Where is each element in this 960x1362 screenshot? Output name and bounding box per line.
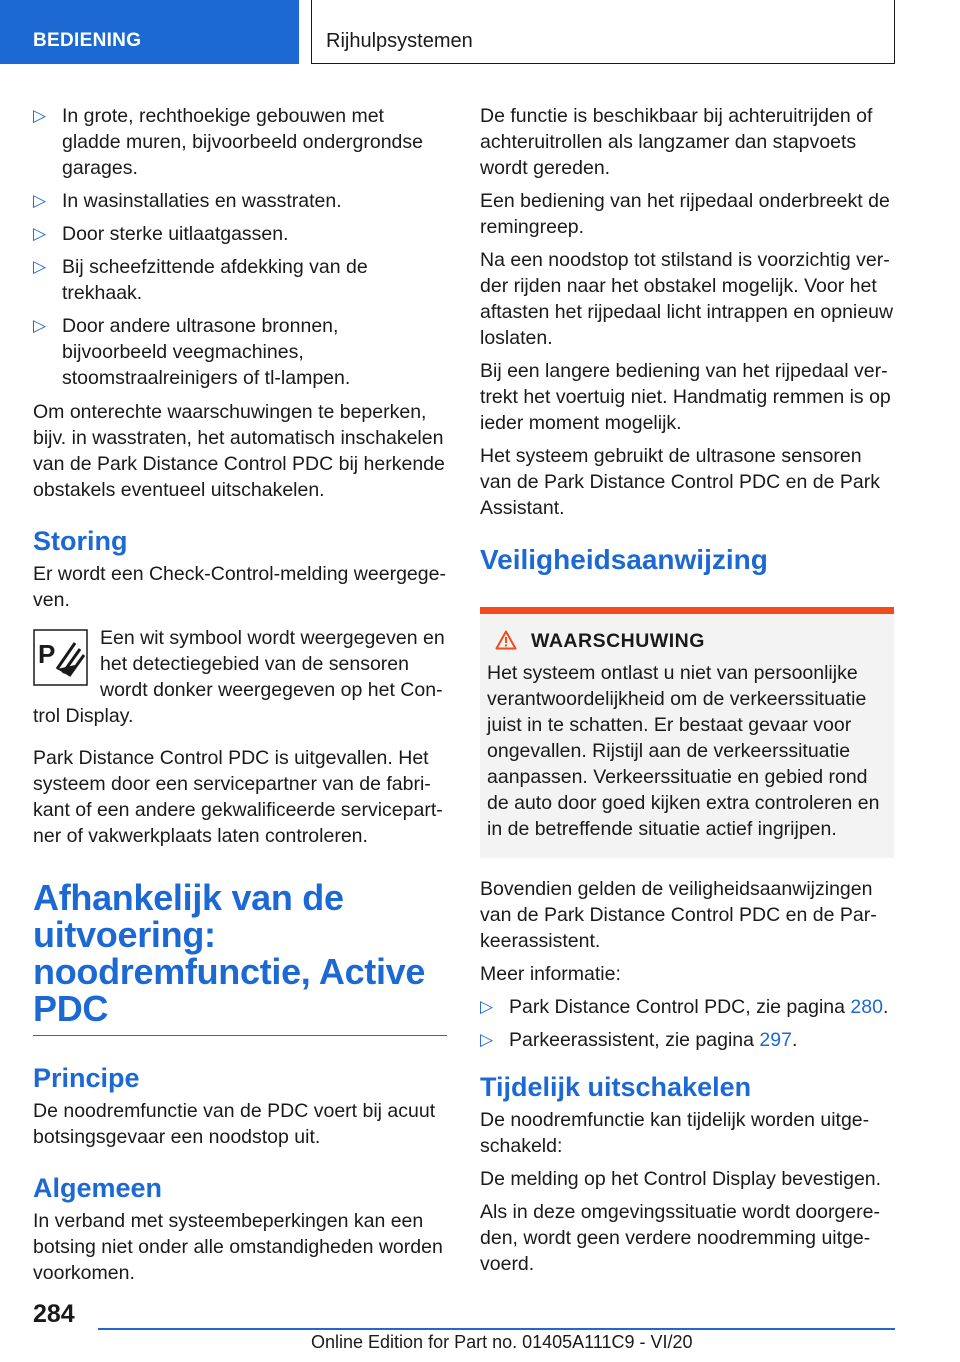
paragraph: Er wordt een Check-Control-melding weergegeven. <box>33 563 446 611</box>
page-link[interactable]: 280 <box>850 996 883 1018</box>
heading-storing: Storing <box>33 526 128 556</box>
right-column <box>480 103 894 1284</box>
triangle-right-icon: ▷ <box>33 257 47 276</box>
left-column <box>33 103 447 1293</box>
paragraph: De functie is beschikbaar bij achteruitrijden of achteruitrollen als langzamer dan stapvoets wordt gereden. <box>480 105 873 179</box>
paragraph: Om onterechte waarschuwingen te beperken, bijv. in wasstraten, het automatisch inschakelen van de Park Distance Control PDC bij herkende obstakels eventueel uitschakelen. <box>33 401 445 501</box>
bullet-list <box>33 103 447 391</box>
heading-noodremfunctie: Afhankelijk van de uitvoering: noodremfunctie, Active PDC <box>33 879 447 1036</box>
warning-box <box>480 614 894 858</box>
paragraph: Als in deze omgevingssituatie wordt doorgereden, wordt geen verdere noodremming uitgevoerd. <box>480 1201 880 1275</box>
heading-veiligheid: Veiligheidsaanwijzing <box>480 544 768 575</box>
heading-principe: Principe <box>33 1063 140 1093</box>
warning-triangle-icon <box>495 630 517 650</box>
paragraph: Park Distance Control PDC is uitgevallen. Het systeem door een servicepartner van de fabrikant of een andere gekwalificeerde servicepartner of vakwerkplaats laten controleren. <box>33 747 443 847</box>
paragraph: Een bediening van het rijpedaal onderbreekt de remingreep. <box>480 190 890 238</box>
page-number: 284 <box>33 1300 75 1328</box>
warning-title: WAARSCHUWING <box>487 628 886 654</box>
reference-list <box>480 994 894 1053</box>
warning-text: Het systeem ontlast u niet van persoonlijke verantwoordelijkheid om de verkeerssituatie juist in te schatten. Er bestaat gevaar voor ongevallen. Rijstijl aan de verkeerssituatie aanpassen. Verkeerssituatie en gebied rond de auto door goed kijken extra controleren en in de betreffende situatie actief ingrijpen. <box>487 662 880 840</box>
list-item: ▷ Park Distance Control PDC, zie pagina 280. <box>480 996 889 1018</box>
paragraph: Bij een langere bediening van het rijpedaal vertrekt het voertuig niet. Handmatig remmen is op ieder moment mogelijk. <box>480 360 891 434</box>
list-item: ▷ Parkeerassistent, zie pagina 297. <box>480 1029 798 1051</box>
header-section <box>0 0 299 64</box>
paragraph: De noodremfunctie van de PDC voert bij acuut botsingsgevaar een noodstop uit. <box>33 1100 436 1148</box>
chapter-title: Rijhulpsystemen <box>326 30 473 52</box>
list-item: ▷ Door andere ultrasone bronnen, bijvoorbeeld veegmachines, stoomstraalreinigers of tl-lampen. <box>33 315 351 389</box>
page-link[interactable]: 297 <box>759 1029 792 1051</box>
pdc-sensor-icon <box>33 629 88 686</box>
paragraph: Bovendien gelden de veiligheidsaanwijzingen van de Park Distance Control PDC en de Parkeerassistent. <box>480 878 877 952</box>
section-title: BEDIENING <box>33 30 142 51</box>
paragraph: Het systeem gebruikt de ultrasone sensoren van de Park Distance Control PDC en de Park Assistant. <box>480 445 880 519</box>
list-item: ▷ In wasinstallaties en wasstraten. <box>33 190 342 212</box>
symbol-description: Een wit symbool wordt weergegeven en het detectiegebied van de sensoren wordt donker weergegeven op het Control Display. <box>33 627 445 727</box>
triangle-right-icon: ▷ <box>33 191 47 210</box>
list-item: ▷ Door sterke uitlaatgassen. <box>33 223 289 245</box>
header-chapter <box>311 0 895 64</box>
heading-algemeen: Algemeen <box>33 1173 163 1203</box>
footer-edition: Online Edition for Part no. 01405A111C9 - VI/20 <box>311 1332 693 1352</box>
paragraph: Na een noodstop tot stilstand is voorzichtig verder rijden naar het obstakel mogelijk. Voor het aftasten het rijpedaal licht intrappen en opnieuw loslaten. <box>480 249 894 349</box>
paragraph: De noodremfunctie kan tijdelijk worden uitgeschakeld: <box>480 1109 870 1157</box>
paragraph: De melding op het Control Display bevestigen. <box>480 1168 882 1190</box>
triangle-right-icon: ▷ <box>33 224 47 243</box>
list-item: ▷ Bij scheefzittende afdekking van de trekhaak. <box>33 256 368 304</box>
warning-bar <box>480 607 894 614</box>
paragraph: In verband met systeembeperkingen kan een botsing niet onder alle omstandigheden worden voorkomen. <box>33 1210 443 1284</box>
triangle-right-icon: ▷ <box>33 316 47 335</box>
symbol-block <box>33 625 447 729</box>
footer-divider <box>98 1328 895 1330</box>
triangle-right-icon: ▷ <box>33 106 47 125</box>
triangle-right-icon: ▷ <box>480 997 494 1016</box>
paragraph: Meer informatie: <box>480 963 621 985</box>
list-item: ▷ In grote, rechthoekige gebouwen met gladde muren, bijvoorbeeld ondergrondse garages. <box>33 105 423 179</box>
svg-text:P: P <box>38 639 56 669</box>
heading-tijdelijk: Tijdelijk uitschakelen <box>480 1072 752 1102</box>
triangle-right-icon: ▷ <box>480 1030 494 1049</box>
